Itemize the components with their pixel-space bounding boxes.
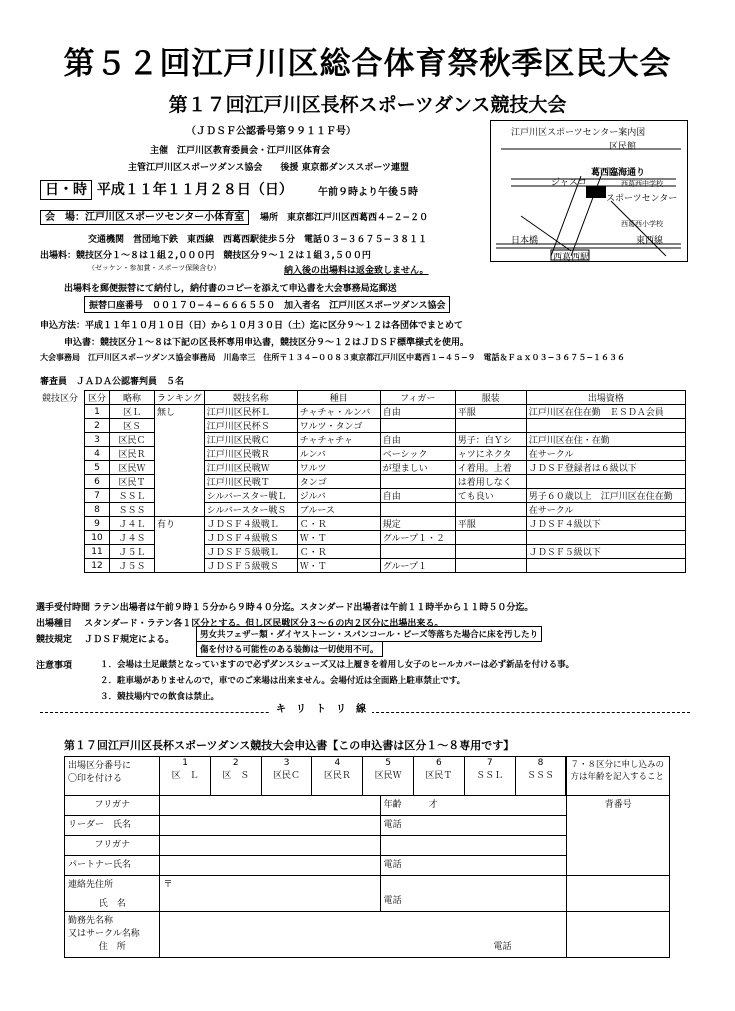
col-header: 競技区分 <box>41 394 78 404</box>
rules-box-1: 男女共フェザー類・ダイヤストーン・スパンコール・ビーズ等落ちた場合に床を汚したり <box>196 626 542 642</box>
division-name: ＳＳＬ <box>476 771 504 781</box>
workplace-label-3: 住 所 <box>98 942 126 952</box>
entries-label: 出場種目 <box>36 619 73 629</box>
table-cell: 江戸川区民戦Ｃ <box>204 433 297 447</box>
table-cell: 区Ｌ <box>110 405 155 419</box>
table-cell: 区民Ｗ <box>110 461 155 475</box>
table-cell: ＪＤＳＦ５級戦Ｓ <box>204 559 297 573</box>
table-cell: 江戸川区在住在勤 ＥＳＤＡ会員 <box>526 405 685 419</box>
table-cell <box>455 545 526 559</box>
table-row <box>36 461 686 475</box>
table-cell: 7 <box>85 489 110 503</box>
table-header-row <box>36 391 686 405</box>
sai-label: 才 <box>428 800 438 810</box>
division-number: 4 <box>334 758 341 768</box>
table-cell: 江戸川区在住・在勤 <box>526 433 685 447</box>
age-note: ７・８区分に申し込みの方は年齢を記入すること <box>567 757 670 796</box>
table-cell: ＳＳＳ <box>110 503 155 517</box>
table-row <box>36 517 686 531</box>
division-option[interactable] <box>261 757 312 795</box>
table-cell: ＪＤＳＦ５級戦Ｌ <box>204 545 297 559</box>
division-name: 区 Ｓ <box>222 771 250 781</box>
caution-label: 注意事項 <box>36 661 73 671</box>
division-number: 5 <box>385 758 391 768</box>
table-cell: シルバースター戦Ｓ <box>204 503 297 517</box>
table-cell <box>455 503 526 517</box>
partner-furigana-label: フリガナ <box>65 836 160 856</box>
table-cell <box>455 531 526 545</box>
postal-account: 振替口座番号 ００１７０−４−６６６５５０ 加入者名 江戸川区スポーツダンス協会 <box>84 296 450 313</box>
division-name: ＳＳＳ <box>527 771 555 781</box>
table-cell: 江戸川区民戦Ｒ <box>204 447 297 461</box>
col-header: 服装 <box>455 391 526 405</box>
judges: 審査員 ＪＡＤＡ公認審判員 ５名 <box>40 377 185 387</box>
table-cell: 規定 <box>380 517 455 531</box>
table-cell: が望ましい <box>380 461 455 475</box>
division-select-row <box>65 757 670 796</box>
leader-furigana-field[interactable] <box>160 796 380 816</box>
table-cell: 江戸川区民戦Ｔ <box>204 475 297 489</box>
date-value: 平成１１年１１月２８日（日） <box>96 182 293 198</box>
table-cell: 3 <box>85 433 110 447</box>
table-row <box>36 531 686 545</box>
table-cell: Ｗ・Ｔ <box>297 531 380 545</box>
division-option[interactable] <box>515 757 566 795</box>
phone-label: 電話 <box>383 820 402 830</box>
table-cell <box>526 559 685 573</box>
phone-label: 電話 <box>493 942 512 952</box>
table-cell: 10 <box>85 531 110 545</box>
division-option[interactable] <box>464 757 515 795</box>
table-cell: 1 <box>85 405 110 419</box>
leader-phone-field[interactable] <box>380 816 567 836</box>
table-cell: シルバースター戦Ｌ <box>204 489 297 503</box>
table-cell: 区民Ｒ <box>110 447 155 461</box>
leader-age-field[interactable] <box>380 796 567 816</box>
table-cell: 9 <box>85 517 110 531</box>
rules-row <box>36 632 174 645</box>
organizers-1: 主催 江戸川区教育委員会・江戸川区体育会 <box>150 146 331 156</box>
table-cell: Ｃ・Ｒ <box>297 517 380 531</box>
col-header: ランキング <box>155 391 205 405</box>
ranking-cell: 有り <box>155 517 205 573</box>
table-cell <box>455 559 526 573</box>
map-label-sports-center: スポーツセンター <box>606 194 678 204</box>
table-cell: Ｊ４Ｌ <box>110 517 155 531</box>
table-cell: タンゴ <box>297 475 380 489</box>
table-cell: 2 <box>85 419 110 433</box>
workplace-field[interactable] <box>160 912 567 958</box>
table-cell: Ｃ・Ｒ <box>297 545 380 559</box>
division-option[interactable] <box>312 757 363 795</box>
select-label-2: 〇印を付ける <box>68 774 123 784</box>
rules-box-2: 傷を付ける可能性のある装飾は一切使用不可。 <box>196 641 383 657</box>
table-cell: グループ１・２ <box>380 531 455 545</box>
division-name: 区民Ｃ <box>273 771 301 781</box>
table-cell <box>380 545 455 559</box>
table-cell: 4 <box>85 447 110 461</box>
venue-value: 江戸川区スポーツセンター小体育室 <box>85 212 245 223</box>
transport: 交通機関 営団地下鉄 東西線 西葛西駅徒歩５分 電話０３−３６７５−３８１１ <box>88 235 428 245</box>
table-cell <box>380 503 455 517</box>
table-cell: 在サークル <box>526 447 685 461</box>
table-cell <box>526 419 685 433</box>
caution-1: １．会場は土足厳禁となっていますので必ずダンスシューズ又は上履きを着用し女子のヒールカバーは必ず新品を付ける事。 <box>100 660 575 670</box>
table-cell: ワルツ・タンゴ <box>297 419 380 433</box>
partner-name-label: パートナー氏名 <box>65 856 160 876</box>
table-cell: 江戸川区民杯Ｓ <box>204 419 297 433</box>
table-cell: ＪＤＳＦ４級以下 <box>526 517 685 531</box>
table-cell: 自由 <box>380 489 455 503</box>
table-row <box>36 503 686 517</box>
application-form <box>64 756 670 958</box>
col-header: フィガー <box>380 391 455 405</box>
table-row <box>36 489 686 503</box>
table-row <box>36 447 686 461</box>
table-row <box>36 419 686 433</box>
table-row <box>36 559 686 573</box>
refund-note: 納入後の出場料は返金致しません。 <box>284 266 429 276</box>
col-header: 略称 <box>110 391 155 405</box>
table-cell: 江戸川区民杯Ｌ <box>204 405 297 419</box>
caution-3: ３．競技場内での飲食は禁止。 <box>100 692 220 702</box>
age-label: 年齢 <box>383 800 402 810</box>
table-cell: 6 <box>85 475 110 489</box>
division-number: 2 <box>232 758 239 768</box>
map-label-jusco: ジャスコ <box>551 178 587 188</box>
map-label-jhs: 西葛西中学校 <box>621 180 663 188</box>
division-table <box>36 390 686 573</box>
division-option[interactable] <box>160 757 210 795</box>
fee: 出場料：競技区分１〜８は１組２,０００円 競技区分９〜１２は１組３,５００円 <box>40 251 371 261</box>
table-cell: 自由 <box>380 433 455 447</box>
caution-2: ２．駐車場がありませんので，車でのご来場は出来ません。会場付近は全面路上駐車禁止です。 <box>100 676 466 686</box>
table-cell: ＪＤＳＦ４級戦Ｓ <box>204 531 297 545</box>
bib-number-label: 背番号 <box>604 800 632 810</box>
division-number: 6 <box>436 758 442 768</box>
partner-age-field[interactable] <box>380 836 567 856</box>
apply-form: 申込書：競技区分１〜８は下記の区長杯専用申込書，競技区分９〜１２はＪＤＳＦ標準様式を使用。 <box>64 338 470 348</box>
table-cell: Ｗ・Ｔ <box>297 559 380 573</box>
leader-name-field[interactable] <box>160 816 380 836</box>
col-header: 競技名称 <box>204 391 297 405</box>
venue-map <box>490 120 688 262</box>
organizers-2: 主管江戸川区スポーツダンス協会 後援 東京都ダンススポーツ連盟 <box>128 163 409 173</box>
rules-label: 競技規定 <box>36 635 73 645</box>
table-cell: ャツにネクタ <box>455 447 526 461</box>
map-label-es: 西葛西小学校 <box>621 220 663 228</box>
workplace-label-1: 勤務先名称 <box>68 916 114 926</box>
map-label-tozai: 東西線 <box>636 236 664 246</box>
payment-instructions: 出場料を郵便振替にて納付し，納付書のコピーを添えて申込書を大会事務局迄郵送 <box>64 284 397 294</box>
table-row <box>36 433 686 447</box>
table-cell: 区民Ｃ <box>110 433 155 447</box>
table-cell: 男子６０歳以上 江戸川区在住在勤 <box>526 489 685 503</box>
partner-furigana-field[interactable] <box>160 836 380 856</box>
division-name: 区民Ｔ <box>425 771 453 781</box>
table-cell: ＳＳＬ <box>110 489 155 503</box>
table-cell <box>526 475 685 489</box>
table-cell: は着用しなく <box>455 475 526 489</box>
table-cell: チャチャチャ <box>297 433 380 447</box>
table-cell: 男子：白Ｙシ <box>455 433 526 447</box>
entries-text: スタンダード・ラテン各１区分とする。但し区民戦区分３〜６の内２区分に出場出来る。 <box>84 619 444 629</box>
table-cell: チャチャ・ルンバ <box>297 405 380 419</box>
partner-phone-field[interactable] <box>380 856 567 876</box>
division-name: 区民Ｗ <box>374 771 402 781</box>
table-cell: 12 <box>85 559 110 573</box>
table-cell: 江戸川区民戦Ｗ <box>204 461 297 475</box>
leader-name-label: リーダー 氏名 <box>65 816 160 836</box>
apply-method: 申込方法：平成１１年１０月１０日（日）から１０月３０日（土）迄に区分９〜１２は各団体でまとめて <box>40 321 464 331</box>
form-title: 第１７回江戸川区長杯スポーツダンス競技大会申込書【この申込書は区分１〜８専用です】 <box>64 739 515 752</box>
division-option[interactable] <box>414 757 465 795</box>
division-name: 区民Ｒ <box>323 771 351 781</box>
table-cell: Ｊ５Ｓ <box>110 559 155 573</box>
address-label: 連絡先住所 <box>68 880 114 890</box>
select-label-1: 出場区分番号に <box>68 761 132 771</box>
main-title: 第５２回江戸川区総合体育祭秋季区民大会 <box>63 46 672 82</box>
table-cell: 11 <box>85 545 110 559</box>
rules-text: ＪＤＳＦ規定による。 <box>84 635 175 645</box>
table-cell: 区Ｓ <box>110 419 155 433</box>
division-number: 7 <box>486 758 493 768</box>
table-cell <box>526 531 685 545</box>
division-option[interactable] <box>363 757 414 795</box>
table-cell: イ着用。上着 <box>455 461 526 475</box>
table-cell: 平服 <box>455 517 526 531</box>
table-cell <box>380 419 455 433</box>
reception-text: ラテン出場者は午前９時１５分から９時４０分迄。スタンダード出場者は午前１１時半から１１時５０分迄。 <box>93 603 534 613</box>
postal-mark: 〒 <box>163 880 173 890</box>
bib-number-field[interactable] <box>567 796 670 876</box>
table-cell: ルンバ <box>297 447 380 461</box>
table-cell: 5 <box>85 461 110 475</box>
time-value: 午前９時より午後５時 <box>318 187 418 198</box>
table-row <box>36 475 686 489</box>
map-title: 江戸川区スポーツセンター案内図 <box>511 128 646 138</box>
table-cell: ワルツ <box>297 461 380 475</box>
division-number: 1 <box>182 758 189 768</box>
table-cell: 自由 <box>380 405 455 419</box>
phone-label: 電話 <box>383 896 402 906</box>
subtitle: 第１７回江戸川区長杯スポーツダンス競技大会 <box>168 94 567 116</box>
table-cell: ジルバ <box>297 489 380 503</box>
venue-address: 場所 東京都江戸川区西葛西４−２−２０ <box>260 213 429 223</box>
table-cell <box>380 475 455 489</box>
table-cell: 平服 <box>455 405 526 419</box>
date-label: 日・時 <box>40 180 92 200</box>
furigana-label: フリガナ <box>65 796 160 816</box>
phone-label: 電話 <box>383 860 402 870</box>
address-name-label: 氏 名 <box>98 899 126 909</box>
table-cell: Ｊ４Ｓ <box>110 531 155 545</box>
division-name: 区 Ｌ <box>171 771 199 781</box>
table-cell: ＪＤＳＦ５級以下 <box>526 545 685 559</box>
table-cell: ＪＤＳＦ登録者は６級以下 <box>526 461 685 475</box>
col-header: 区分 <box>85 391 110 405</box>
division-number: 8 <box>537 758 544 768</box>
table-cell: 8 <box>85 503 110 517</box>
ranking-cell: 無し <box>155 405 205 517</box>
reception-row <box>36 600 533 613</box>
venue-label: 会 場： <box>45 212 85 223</box>
reception-label: 選手受付時間 <box>36 603 91 613</box>
table-cell: Ｊ５Ｌ <box>110 545 155 559</box>
table-cell: グループ１ <box>380 559 455 573</box>
col-header: 出場資格 <box>526 391 685 405</box>
table-cell: ても良い <box>455 489 526 503</box>
date-row <box>40 179 293 199</box>
table-row <box>36 405 686 419</box>
map-label-road: 葛西臨海通り <box>591 168 646 178</box>
approval-number: （ＪＤＳＦ公認番号第９９１１Ｆ号） <box>186 126 356 137</box>
map-label-kuminkan: 区民館 <box>609 142 637 152</box>
partner-name-field[interactable] <box>160 856 380 876</box>
fee-note: （ゼッケン・参加賞・スポーツ保険含む） <box>88 264 221 272</box>
table-cell <box>455 419 526 433</box>
table-cell: 区民Ｔ <box>110 475 155 489</box>
address-phone-field[interactable] <box>380 876 567 912</box>
table-cell: ＪＤＳＦ４級戦Ｌ <box>204 517 297 531</box>
table-cell: ブルース <box>297 503 380 517</box>
workplace-label-2: 又はサークル名称 <box>68 929 140 939</box>
division-number: 3 <box>283 758 290 768</box>
address-field[interactable] <box>160 876 380 912</box>
office: 大会事務局 江戸川区スポーツダンス協会事務局 川島幸三 住所〒１３４−００８３東京都江戸川区中葛西１−４５−９ 電話＆Ｆａｘ０３−３６７５−１６３６ <box>40 353 625 362</box>
cut-line-label: キ リ ト リ 線 <box>270 700 372 715</box>
table-row <box>36 545 686 559</box>
map-label-station: 西葛西駅 <box>553 253 590 263</box>
table-cell: ベーシック <box>380 447 455 461</box>
division-option[interactable] <box>210 757 261 795</box>
map-label-nihonbashi: 日本橋 <box>511 236 539 246</box>
venue-row <box>40 208 249 223</box>
col-header: 種目 <box>297 391 380 405</box>
table-cell: 在サークル <box>526 503 685 517</box>
